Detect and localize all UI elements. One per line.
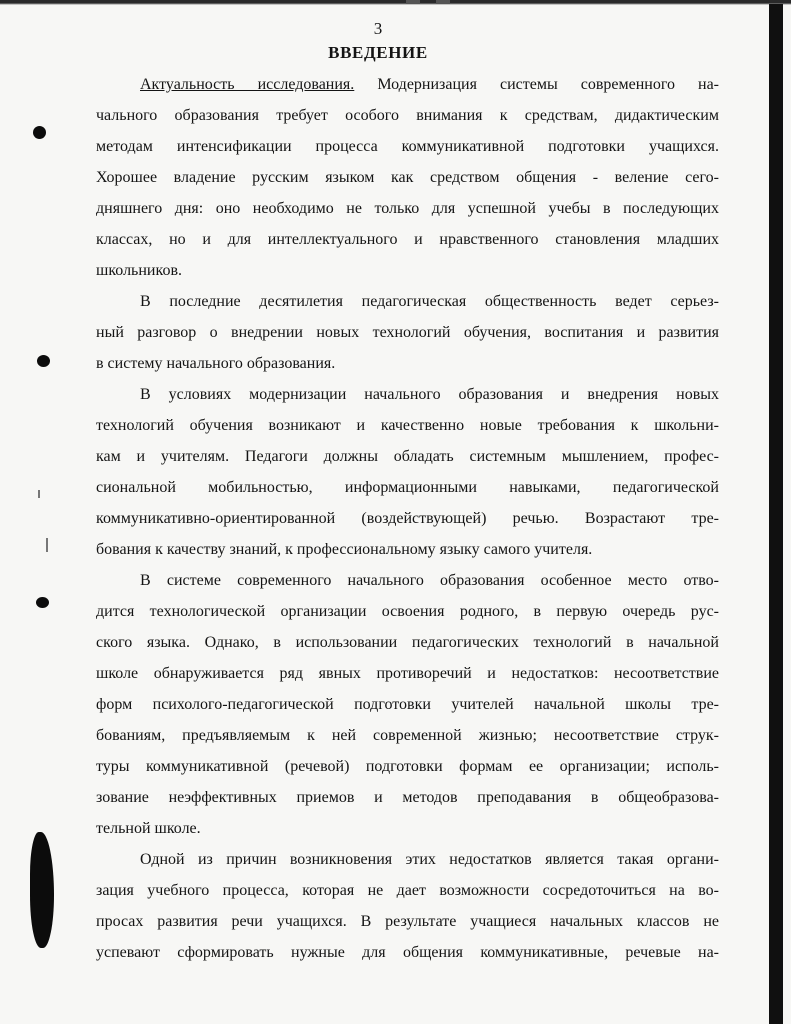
text-line: дится технологической организации освоения родного, в первую очередь рус-: [96, 603, 719, 620]
text-line: просах развития речи учащихся. В результате учащиеся начальных классов не: [96, 913, 719, 930]
text-line: дняшнего дня: оно необходимо не только для успешной учебы в последующих: [96, 200, 719, 217]
scan-speck: [46, 538, 48, 552]
text-line: В системе современного начального образования особенное место отво-: [140, 572, 719, 589]
text-line: технологий обучения возникают и качественно новые требования к школьни-: [96, 417, 719, 434]
binding-hole-mark: [37, 355, 50, 367]
text-line: бованиям, предъявляемым к ней современной жизнью; несоответствие струк-: [96, 727, 719, 744]
text-line: бования к качеству знаний, к профессиональному языку самого учителя.: [96, 541, 593, 558]
text-line: в систему начального образования.: [96, 355, 336, 372]
text-line: Одной из причин возникновения этих недостатков является такая органи-: [140, 851, 719, 868]
page-number: 3: [373, 19, 383, 38]
text-line: коммуникативно-ориентированной (воздействующей) речью. Возрастают тре-: [96, 510, 719, 527]
scan-speck: [38, 490, 40, 498]
text-line: Хорошее владение русским языком как средством общения - веление сего-: [96, 169, 719, 186]
text-line: чального образования требует особого внимания к средствам, дидактическим: [96, 107, 719, 124]
text-line: зование неэффективных приемов и методов преподавания в общеобразова-: [96, 789, 719, 806]
scan-right-edge: [769, 4, 783, 1024]
text-line: ный разговор о внедрении новых технологий обучения, воспитания и развития: [96, 324, 719, 341]
scan-top-mark: [406, 0, 420, 4]
text-line: туры коммуникативной (речевой) подготовки формам ее организации; исполь-: [96, 758, 719, 775]
text-line: ского языка. Однако, в использовании педагогических технологий в начальной: [96, 634, 719, 651]
text-line: успевают сформировать нужные для общения коммуникативные, речевые на-: [96, 944, 719, 961]
text-line: тельной школе.: [96, 820, 201, 837]
text-line: В условиях модернизации начального образования и внедрения новых: [140, 386, 719, 403]
text-line: сиональной мобильностью, информационными навыками, педагогической: [96, 479, 719, 496]
scan-top-edge: [0, 0, 791, 5]
text-line: Актуальность исследования. Модернизация системы современного на-: [140, 76, 719, 93]
binding-edge-shadow: [30, 832, 54, 948]
text-line: методам интенсификации процесса коммуникативной подготовки учащихся.: [96, 138, 719, 155]
binding-hole-mark: [36, 597, 49, 608]
text-line: форм психолого-педагогической подготовки учителей начальной школы тре-: [96, 696, 719, 713]
section-title: ВВЕДЕНИЕ: [328, 43, 428, 62]
lead-heading: Актуальность исследования.: [140, 76, 355, 93]
text-line: кам и учителям. Педагоги должны обладать системным мышлением, профес-: [96, 448, 719, 465]
text-line: классах, но и для интеллектуального и нравственного становления младших: [96, 231, 719, 248]
text-line: зация учебного процесса, которая не дает возможности сосредоточиться на во-: [96, 882, 719, 899]
text-line: школьников.: [96, 262, 182, 279]
text-line: В последние десятилетия педагогическая общественность ведет серьез-: [140, 293, 719, 310]
binding-hole-mark: [33, 126, 46, 139]
scan-top-mark: [436, 0, 450, 4]
text-line: школе обнаруживается ряд явных противоречий и недостатков: несоответствие: [96, 665, 719, 682]
